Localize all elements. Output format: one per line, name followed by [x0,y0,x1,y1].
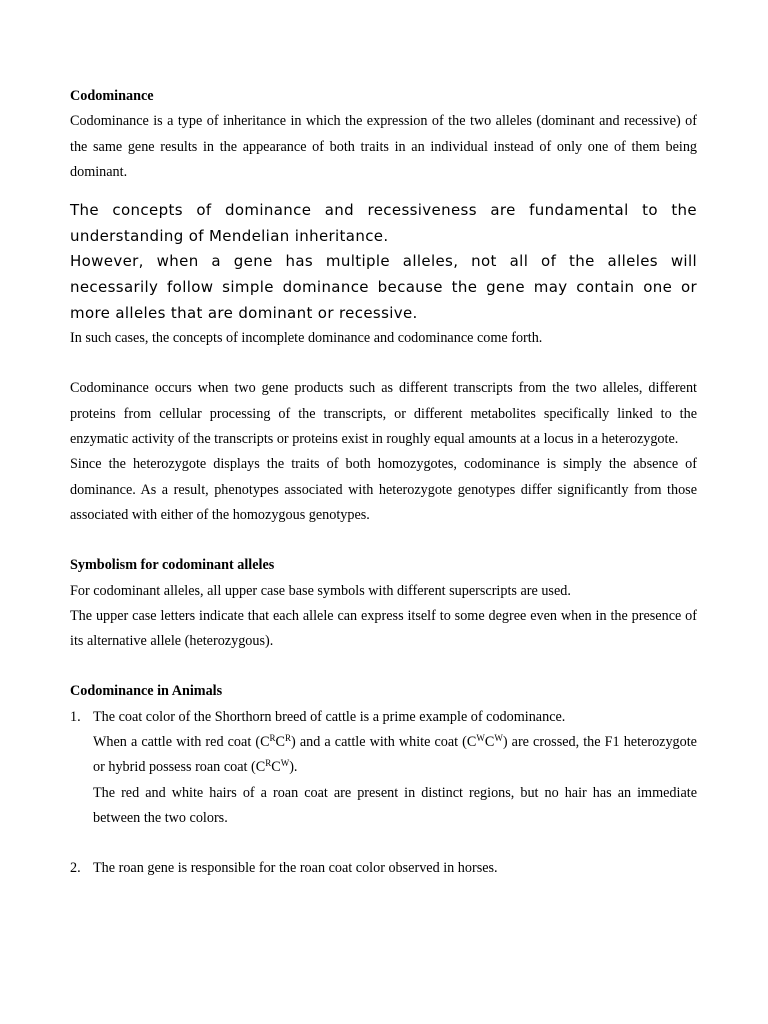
concepts-paragraph-1: The concepts of dominance and recessiveness are fundamental to the understanding of Mendelian inheritance. [70,201,697,245]
spacer [70,654,697,679]
intro-paragraph: Codominance is a type of inheritance in which the expression of the two alleles (dominant and recessive) of the same gene results in the appearance of both traits in an individual instead of only one of them being dominant. [70,113,697,180]
symbolism-paragraph-2: The upper case letters indicate that each allele can express itself to some degree even when in the presence of its alternative allele (heterozygous). [70,607,697,650]
list-item [70,705,697,831]
spacer [70,528,697,553]
spacer [70,351,697,376]
spacer [70,185,697,198]
document-page [70,84,697,882]
roan-paragraph: The red and white hairs of a roan coat are present in distinct regions, but no hair has an immediate between the two colors. [93,784,697,826]
animals-list [70,705,697,882]
list-item [70,856,697,881]
occurs-paragraph-1: Codominance occurs when two gene products such as different transcripts from the two alleles, different proteins from cellular processing of the transcripts, or different metabolites specifically linked to the enzymatic activity of the transcripts or proteins exist in roughly equal amounts at a locus in a heterozygote. [70,380,697,448]
symbolism-paragraph-1: For codominant alleles, all upper case base symbols with different superscripts are used. [70,582,571,599]
list-item-text: The coat color of the Shorthorn breed of cattle is a prime example of codominance. [93,708,566,725]
heading-codominance: Codominance [70,88,154,104]
occurs-paragraph-2: Since the heterozygote displays the traits of both homozygotes, codominance is simply the absence of dominance. As a result, phenotypes associated with heterozygote genotypes differ significantly from those associated with either of the homozygous genotypes. [70,456,697,523]
cross-paragraph: When a cattle with red coat $(C^RC^R)$ and a cattle with white coat $(C^WC^W)$ are crossed, the F1 heterozygote or hybrid possess roan coat $(C^RC^W)$. [93,733,697,776]
concepts-paragraph-2: However, when a gene has multiple alleles, not all of the alleles will necessarily follow simple dominance because the gene may contain one or more alleles that are dominant or recessive. [70,252,697,322]
concepts-paragraph-3: In such cases, the concepts of incomplete dominance and codominance come forth. [70,330,543,347]
list-item-number: 1. [70,708,81,725]
heading-symbolism: Symbolism for codominant alleles [70,557,275,574]
list-item-text: The roan gene is responsible for the roan coat color observed in horses. [93,860,498,877]
heading-animals: Codominance in Animals [70,683,223,700]
list-item-number: 2. [70,860,81,877]
